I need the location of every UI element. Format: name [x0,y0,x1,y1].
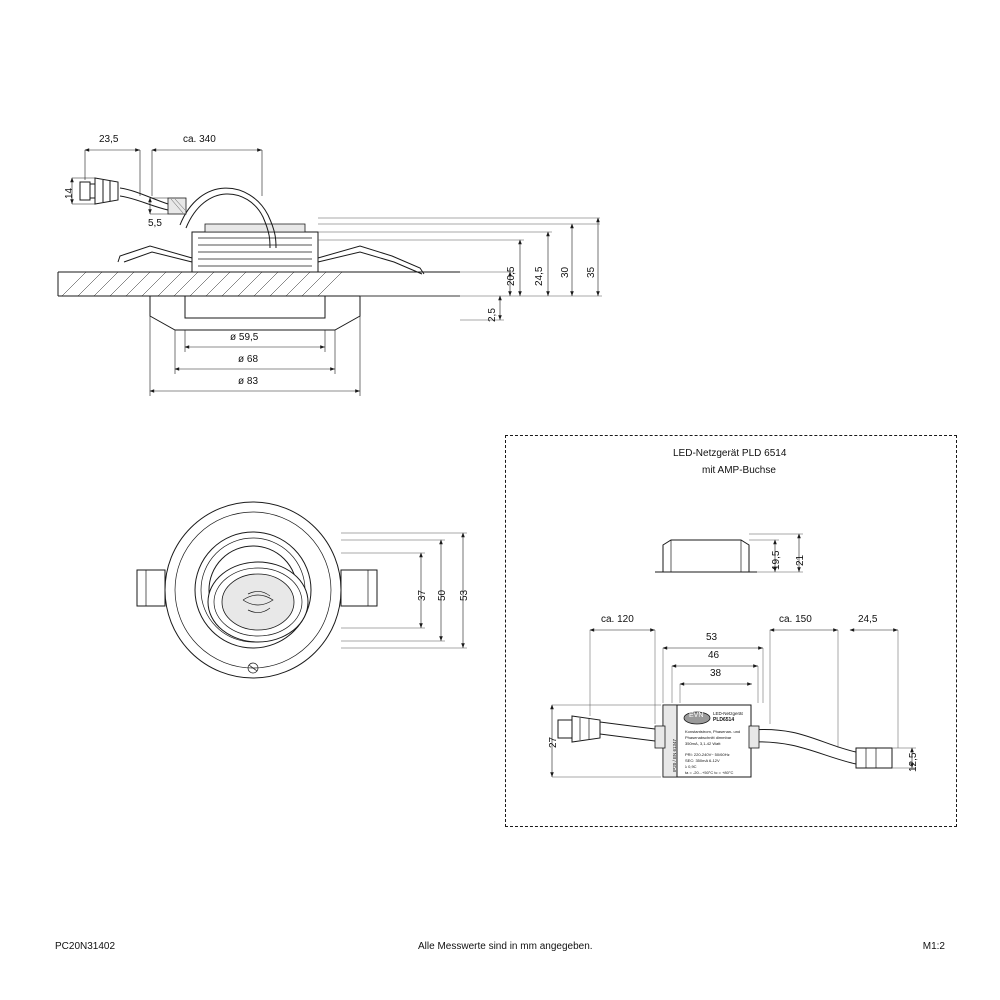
dim-label-23-5: 23,5 [99,134,119,145]
dim-label-83: ø 83 [238,376,259,387]
driver-caption-line1: LED-Netzgerät PLD 6514 [673,448,787,459]
ceiling-slab [58,272,460,296]
dim-label-46: 46 [708,650,720,661]
dim-label-340: ca. 340 [183,134,216,145]
dim-label-2-5: 2,5 [487,308,498,322]
dim-label-150: ca. 150 [779,614,812,625]
dim-label-38: 38 [710,668,722,679]
dim-340 [152,150,262,196]
dim-label-24-5b: 24,5 [858,614,878,625]
dim-label-35: 35 [586,266,597,278]
driver-caption-line2: mit AMP-Buchse [702,465,776,476]
dim-label-14: 14 [64,187,75,199]
driver-model-line2: PLD6514 [713,717,735,723]
dim-label-12-5: 12,5 [908,752,919,772]
dim-label-5-5: 5,5 [148,218,162,229]
driver-spec-line2: Phasenabschnitt dimmbar [685,735,732,740]
dim-label-21: 21 [795,554,806,566]
driver-temp-label: ta = -20...+50°C tc = +80°C [685,770,734,775]
driver-model-line1: LED-Netzgerät [713,711,743,716]
measurement-note: Alle Messwerte sind in mm angegeben. [418,941,593,952]
scale-label: M1:2 [922,941,945,952]
dim-label-68: ø 68 [238,354,259,365]
dim-stack-right [318,218,602,296]
part-number: PC20N31402 [55,941,116,952]
driver-output-label: SEC: 350mA 6-12V [685,758,720,763]
dim-label-20-5: 20,5 [506,266,517,286]
dim-label-24-5: 24,5 [534,266,545,286]
dim-label-30: 30 [560,266,571,278]
dim-label-37: 37 [417,589,428,601]
driver-input-label: PRI: 220-240V~ 50/60Hz [685,752,730,757]
dim-label-27: 27 [548,736,559,748]
dim-label-53-front: 53 [459,589,470,601]
dim-label-120: ca. 120 [601,614,634,625]
driver-spec-line3: 350mA, 3,1-42 Watt [685,741,721,746]
driver-group-frame [505,435,957,827]
dim-label-53: 53 [706,632,718,643]
driver-brand-label: EVN [689,712,704,719]
dim-label-50: 50 [437,589,448,601]
dim-label-19-5: 19,5 [771,550,782,570]
front-view [137,502,377,678]
dim-label-59-5: ø 59,5 [230,332,259,343]
driver-class-label: λ 0,9C [685,764,697,769]
driver-spec-line1: Konstantstrom, Phasenan- und [685,729,741,734]
driver-side-label: IP20 / EN 61347 [672,738,677,772]
